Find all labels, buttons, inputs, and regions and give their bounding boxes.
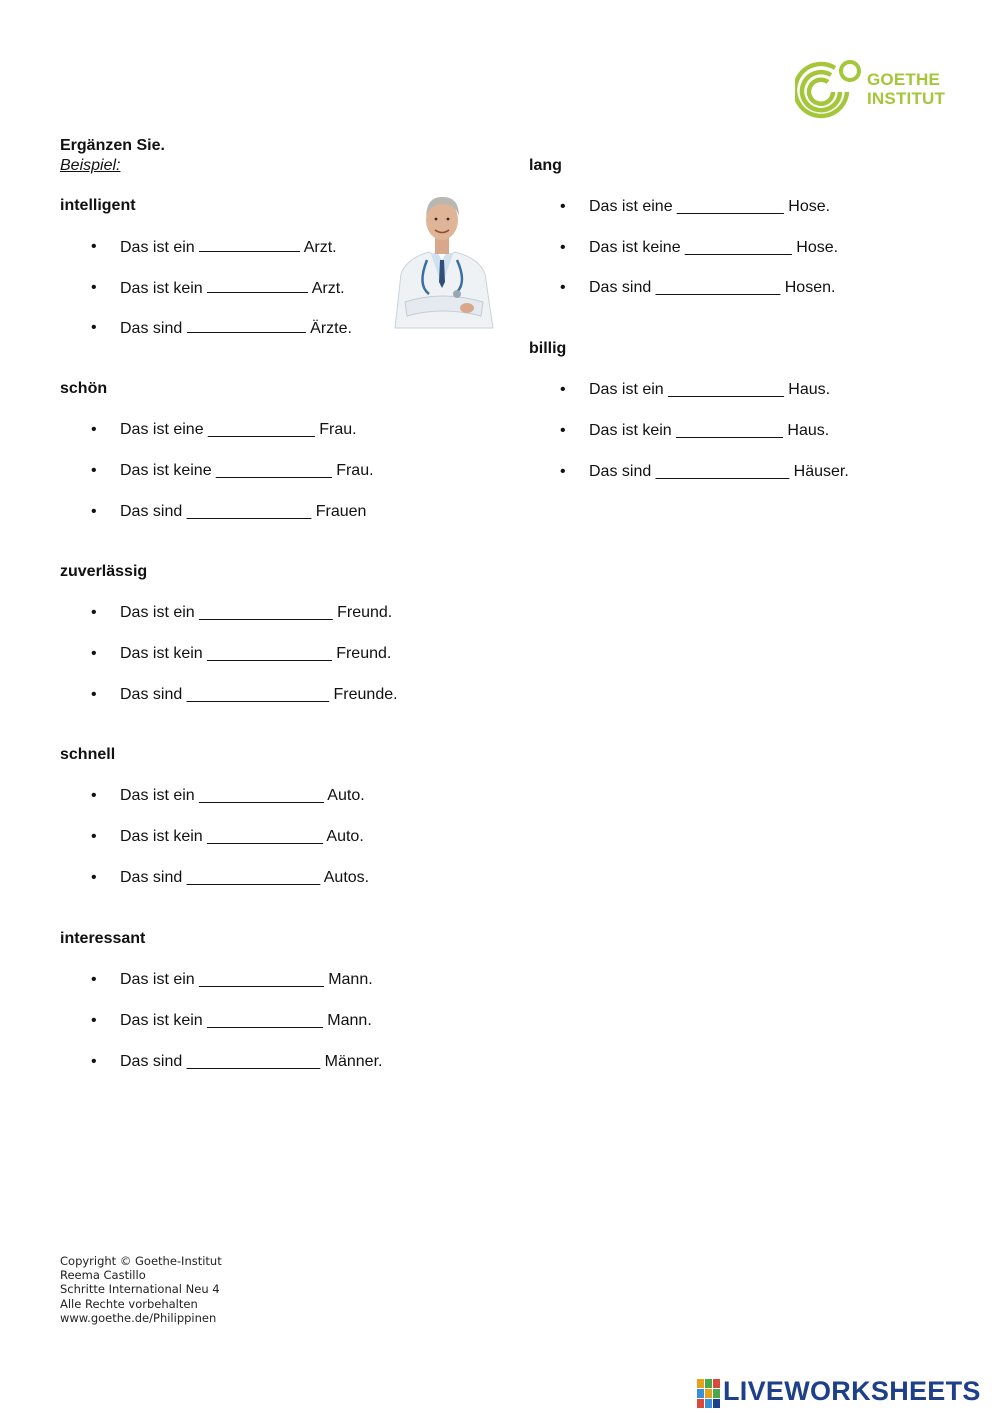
item-suffix: Mann. xyxy=(328,971,373,988)
item-suffix: Autos. xyxy=(323,869,370,886)
answer-blank[interactable]: _______________ xyxy=(199,604,333,621)
bullet-icon: • xyxy=(91,421,97,438)
item-prefix: Das ist ein xyxy=(589,381,664,398)
liveworksheets-logo-icon xyxy=(697,1379,721,1409)
bullet-icon: • xyxy=(91,503,97,520)
answer-blank[interactable]: _____________ xyxy=(207,828,323,845)
bullet-icon: • xyxy=(91,645,97,662)
item-suffix: Auto. xyxy=(326,828,364,845)
item-suffix: Mann. xyxy=(327,1012,372,1029)
item-prefix: Das sind xyxy=(120,1053,183,1070)
answer-blank[interactable]: ____________ xyxy=(685,239,792,256)
bullet-icon: • xyxy=(91,462,97,479)
answer-blank[interactable] xyxy=(199,238,300,252)
exercise-item xyxy=(91,503,367,521)
answer-blank[interactable]: ________________ xyxy=(186,686,330,703)
exercise-item xyxy=(91,421,357,439)
doctor-image xyxy=(387,190,497,330)
footer-line: Alle Rechte vorbehalten xyxy=(60,1296,198,1311)
item-suffix: Haus. xyxy=(788,381,831,398)
bullet-icon: • xyxy=(91,238,97,255)
item-prefix: Das ist kein xyxy=(589,422,672,439)
bullet-icon: • xyxy=(91,604,97,621)
item-suffix: Arzt. xyxy=(311,280,345,297)
item-prefix: Das ist kein xyxy=(120,280,203,297)
item-suffix: Hosen. xyxy=(784,279,836,296)
item-suffix: Frau. xyxy=(319,421,357,438)
section-heading: intelligent xyxy=(60,197,136,214)
item-prefix: Das sind xyxy=(120,869,183,886)
bullet-icon: • xyxy=(91,686,97,703)
answer-blank[interactable]: _____________ xyxy=(207,1012,323,1029)
bullet-icon: • xyxy=(91,828,97,845)
item-prefix: Das ist eine xyxy=(589,198,673,215)
exercise-item xyxy=(91,604,393,622)
item-prefix: Das ist ein xyxy=(120,787,195,804)
item-suffix: Arzt. xyxy=(303,239,337,256)
bullet-icon: • xyxy=(560,422,566,439)
exercise-item xyxy=(91,279,345,298)
item-suffix: Männer. xyxy=(324,1053,383,1070)
goethe-logo xyxy=(795,58,945,124)
exercise-item xyxy=(91,828,364,846)
item-prefix: Das ist ein xyxy=(120,971,195,988)
answer-blank[interactable]: _______________ xyxy=(186,1053,321,1070)
item-suffix: Frauen xyxy=(315,503,367,520)
item-suffix: Ärzte. xyxy=(310,320,352,337)
item-prefix: Das ist eine xyxy=(120,421,204,438)
item-prefix: Das sind xyxy=(120,320,183,337)
exercise-item xyxy=(560,381,831,399)
section-heading: lang xyxy=(529,157,562,174)
answer-blank[interactable]: ____________ xyxy=(677,198,784,215)
exercise-item xyxy=(91,1053,383,1071)
bullet-icon: • xyxy=(560,279,566,296)
exercise-item xyxy=(560,422,830,440)
exercise-item xyxy=(560,463,849,481)
answer-blank[interactable]: ______________ xyxy=(199,971,324,988)
exercise-item xyxy=(91,787,365,805)
exercise-item xyxy=(91,238,337,257)
instruction: Ergänzen Sie. xyxy=(60,137,165,154)
answer-blank[interactable]: ______________ xyxy=(207,645,332,662)
bullet-icon: • xyxy=(560,381,566,398)
exercise-item xyxy=(91,686,398,704)
exercise-item xyxy=(91,319,352,338)
bullet-icon: • xyxy=(560,463,566,480)
answer-blank[interactable]: _______________ xyxy=(655,463,790,480)
item-prefix: Das ist keine xyxy=(120,462,212,479)
footer-line: Schritte International Neu 4 xyxy=(60,1282,220,1297)
item-suffix: Hose. xyxy=(788,198,831,215)
exercise-item xyxy=(91,645,392,663)
item-suffix: Auto. xyxy=(327,787,365,804)
section-heading: schön xyxy=(60,380,108,397)
footer-line: Copyright © Goethe-Institut xyxy=(60,1254,222,1268)
answer-blank[interactable] xyxy=(187,319,306,333)
bullet-icon: • xyxy=(91,1053,97,1070)
example-label: Beispiel: xyxy=(60,157,121,174)
section-heading: interessant xyxy=(60,930,146,947)
bullet-icon: • xyxy=(91,869,97,886)
logo-text xyxy=(867,70,945,108)
logo-line2: INSTITUT xyxy=(867,89,946,108)
item-prefix: Das ist keine xyxy=(589,239,681,256)
item-prefix: Das ist kein xyxy=(120,1012,203,1029)
liveworksheets-brand xyxy=(697,1376,997,1410)
exercise-item xyxy=(91,462,374,480)
bullet-icon: • xyxy=(91,1012,97,1029)
answer-blank[interactable]: ______________ xyxy=(186,503,312,520)
footer-line: Reema Castillo xyxy=(60,1268,146,1283)
item-suffix: Häuser. xyxy=(793,463,849,480)
section-heading: schnell xyxy=(60,746,116,763)
answer-blank[interactable]: ____________ xyxy=(676,422,783,439)
item-suffix: Frau. xyxy=(336,462,374,479)
section-heading: zuverlässig xyxy=(60,563,148,580)
item-prefix: Das ist ein xyxy=(120,604,195,621)
bullet-icon: • xyxy=(560,239,566,256)
exercise-item xyxy=(91,971,373,989)
exercise-item xyxy=(91,869,370,887)
answer-blank[interactable]: _____________ xyxy=(668,381,784,398)
goethe-spiral-icon xyxy=(795,58,865,124)
exercise-item xyxy=(560,279,836,297)
exercise-item xyxy=(560,239,839,257)
answer-blank[interactable]: ______________ xyxy=(655,279,781,296)
section-heading: billig xyxy=(529,340,567,357)
answer-blank[interactable]: _______________ xyxy=(186,869,321,886)
item-prefix: Das ist kein xyxy=(120,828,203,845)
item-suffix: Freunde. xyxy=(333,686,398,703)
answer-blank[interactable]: ______________ xyxy=(199,787,324,804)
exercise-item xyxy=(560,198,831,216)
bullet-icon: • xyxy=(91,279,97,296)
item-prefix: Das sind xyxy=(589,279,652,296)
exercise-item xyxy=(91,1012,372,1030)
bullet-icon: • xyxy=(560,198,566,215)
item-prefix: Das ist ein xyxy=(120,239,195,256)
item-suffix: Hose. xyxy=(796,239,839,256)
footer-line: www.goethe.de/Philippinen xyxy=(60,1310,217,1325)
item-suffix: Freund. xyxy=(336,645,392,662)
answer-blank[interactable]: _____________ xyxy=(216,462,332,479)
item-prefix: Das sind xyxy=(120,503,183,520)
item-prefix: Das ist kein xyxy=(120,645,203,662)
bullet-icon: • xyxy=(91,971,97,988)
item-suffix: Haus. xyxy=(787,422,830,439)
copyright-footer xyxy=(60,1254,222,1325)
item-prefix: Das sind xyxy=(589,463,652,480)
logo-line1: GOETHE xyxy=(867,70,940,89)
brand-name: LIVEWORKSHEETS xyxy=(723,1376,981,1406)
answer-blank[interactable] xyxy=(207,279,308,293)
bullet-icon: • xyxy=(91,787,97,804)
item-prefix: Das sind xyxy=(120,686,183,703)
bullet-icon: • xyxy=(91,319,97,336)
item-suffix: Freund. xyxy=(337,604,393,621)
answer-blank[interactable]: ____________ xyxy=(208,421,315,438)
